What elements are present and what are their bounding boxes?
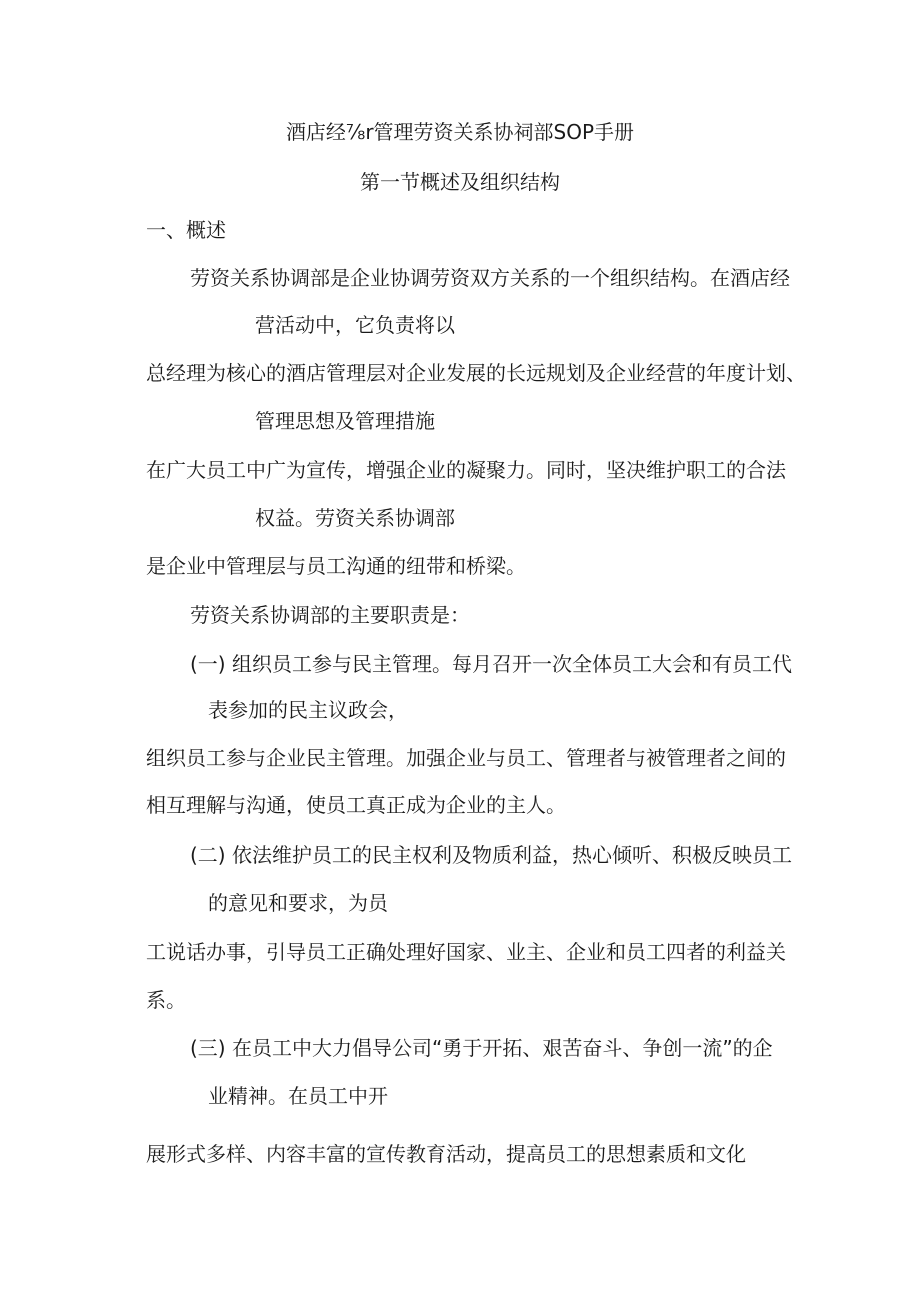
paragraph-line: 管理思想及管理措施	[255, 409, 435, 433]
paragraph-line: 展形式多样、内容丰富的宣传教育活动，提高员工的思想素质和文化	[146, 1142, 746, 1166]
paragraph-line: 组织员工参与企业民主管理。加强企业与员工、管理者与被管理者之间的	[146, 746, 786, 770]
paragraph-line: (一) 组织员工参与民主管理。每月召开一次全体员工大会和有员工代	[190, 652, 792, 676]
paragraph-line: 系。	[146, 988, 186, 1012]
paragraph-line: 劳资关系协调部的主要职责是：	[190, 603, 470, 627]
paragraph-line: 在广大员工中广为宣传，增强企业的凝聚力。同时，坚决维护职工的合法	[146, 458, 786, 482]
paragraph-line: 是企业中管理层与员工沟通的纽带和桥梁。	[146, 554, 526, 578]
paragraph-line: (二) 依法维护员工的民主权利及物质利益，热心倾听、积极反映员工	[190, 843, 792, 867]
paragraph-line: 劳资关系协调部是企业协调劳资双方关系的一个组织结构。在酒店经	[190, 266, 790, 290]
paragraph-line: 业精神。在员工中开	[208, 1084, 388, 1108]
paragraph-line: 的意见和要求，为员	[208, 891, 388, 915]
paragraph-line: 权益。劳资关系协调部	[255, 506, 455, 530]
paragraph-line: (三) 在员工中大力倡导公司“勇于开拓、艰苦奋斗、争创一流”的企	[190, 1036, 773, 1060]
section-title: 第一节概述及组织结构	[360, 170, 560, 194]
paragraph-line: 相互理解与沟通，使员工真正成为企业的主人。	[146, 793, 566, 817]
paragraph-line: 总经理为核心的酒店管理层对企业发展的长远规划及企业经营的年度计划、	[146, 361, 806, 385]
paragraph-line: 工说话办事，引导员工正确处理好国家、业主、企业和员工四者的利益关	[146, 940, 786, 964]
heading-overview: 一、概述	[146, 218, 226, 242]
paragraph-line: 营活动中，它负责将以	[255, 313, 455, 337]
paragraph-line: 表参加的民主议政会，	[208, 698, 408, 722]
document-title: 酒店经⅞r管理劳资关系协祠部SOP手册	[285, 120, 635, 144]
